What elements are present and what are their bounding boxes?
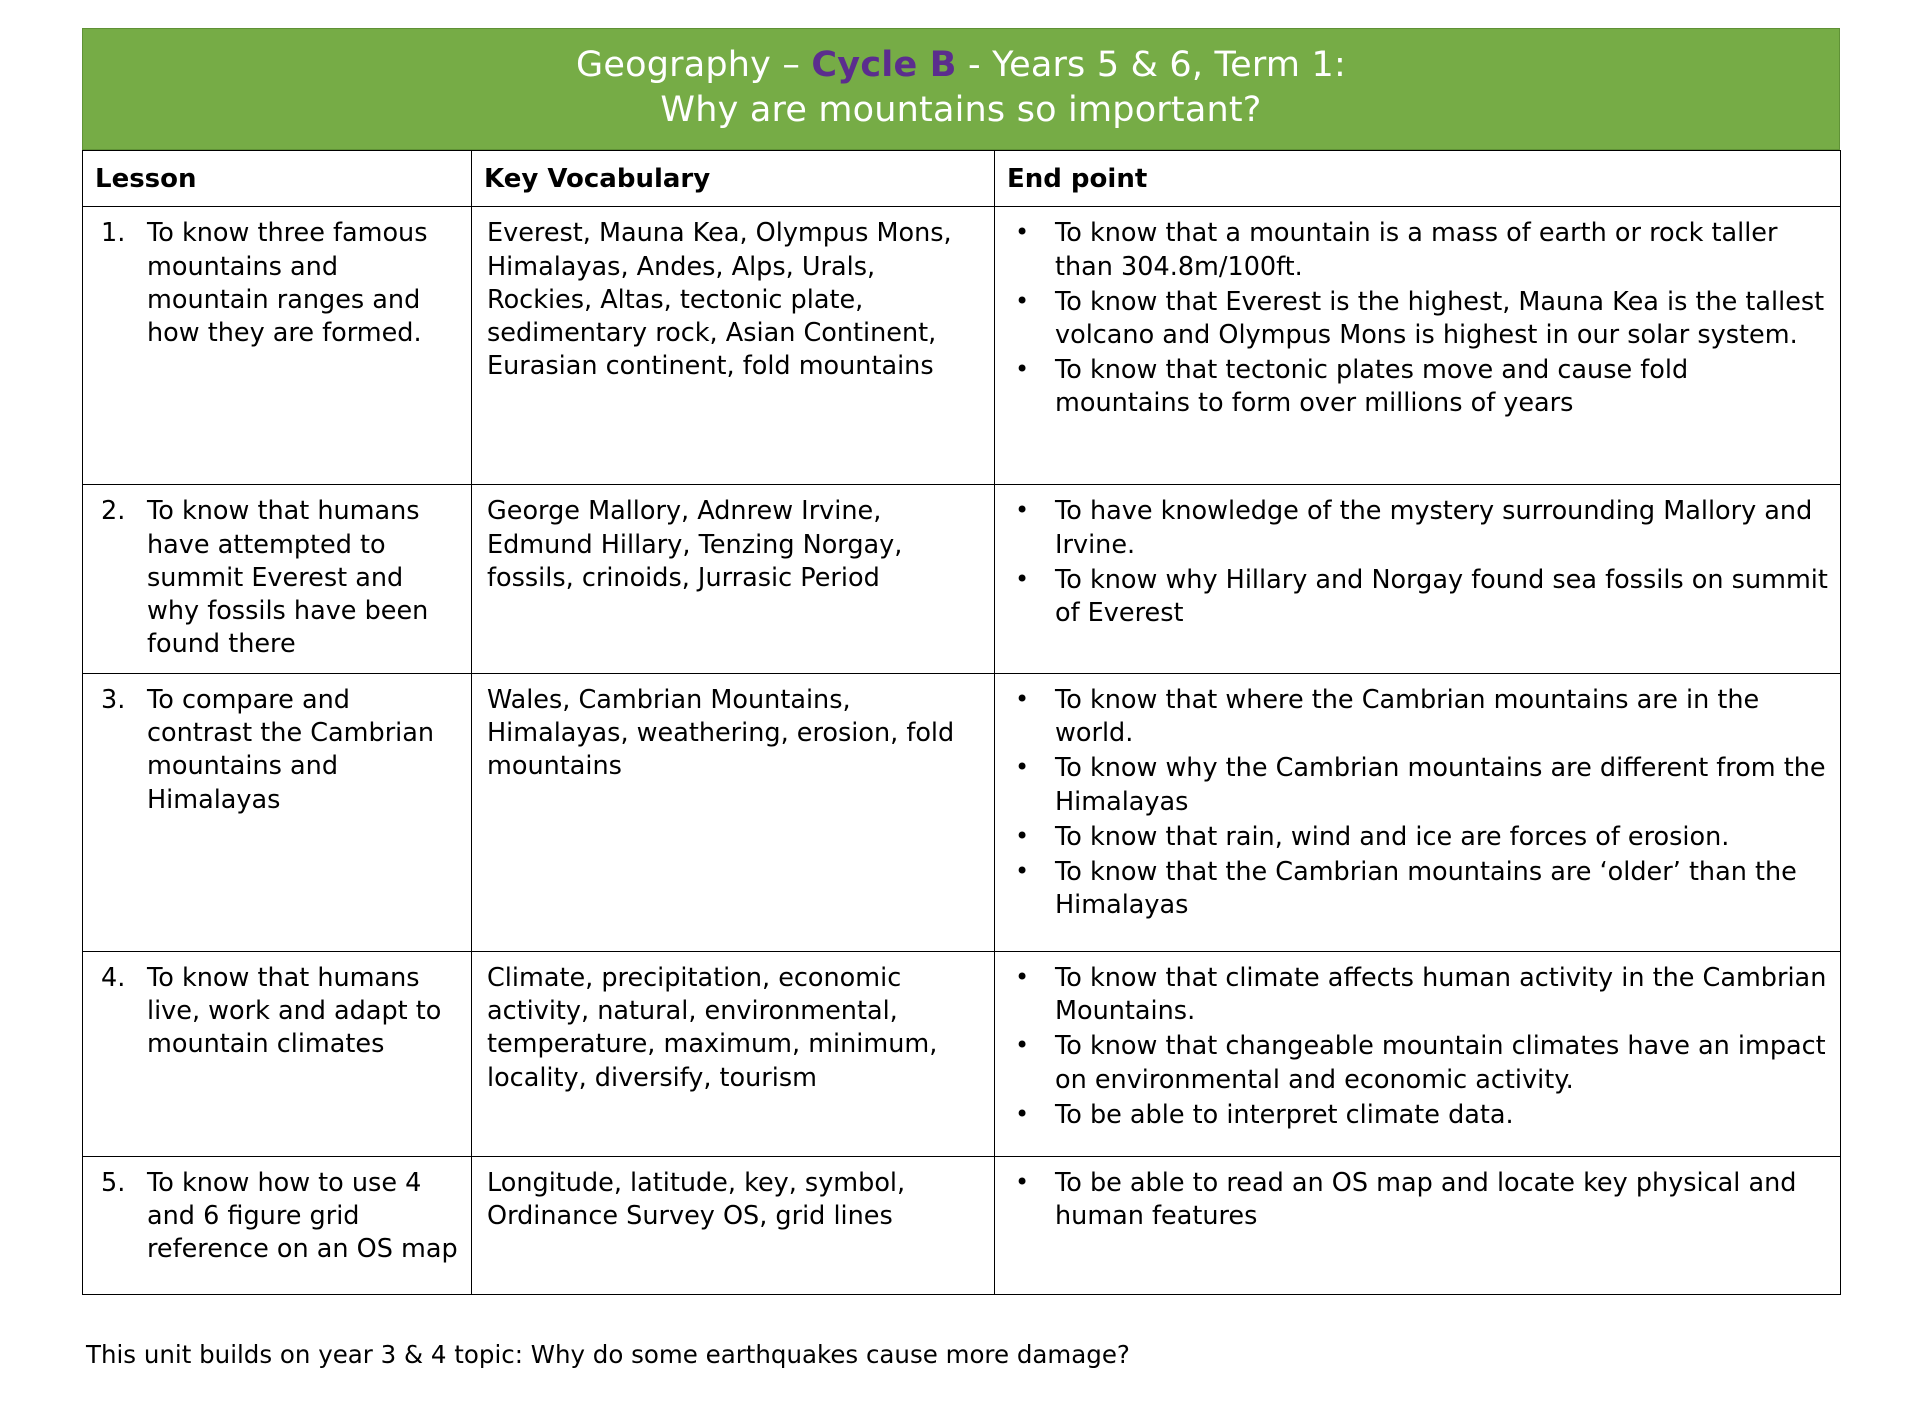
- table-row: [83, 952, 1841, 1157]
- table-header-row: [83, 150, 1841, 207]
- list-item: • To know why the Cambrian mountains are different from the Himalayas: [1007, 752, 1828, 818]
- lesson-cell: [83, 674, 472, 952]
- vocabulary-cell: [472, 674, 995, 952]
- lesson-cell: [83, 485, 472, 674]
- vocabulary-cell: [472, 485, 995, 674]
- lesson-cell: [83, 952, 472, 1157]
- table-row: [83, 1157, 1841, 1295]
- column-header-lesson: Lesson: [83, 150, 472, 207]
- list-item: • To know that a mountain is a mass of earth or rock taller than 304.8m/100ft.: [1007, 217, 1828, 283]
- vocabulary-text: Longitude, latitude, key, symbol, Ordinance Survey OS, grid lines: [487, 1168, 906, 1232]
- banner-cycle-label: Cycle B: [811, 45, 957, 85]
- list-item: • To be able to read an OS map and locate key physical and human features: [1007, 1167, 1828, 1233]
- lesson-objective: To know how to use 4 and 6 figure grid reference on an OS map: [147, 1168, 458, 1265]
- title-banner: [82, 28, 1840, 150]
- banner-line-1: [93, 43, 1829, 88]
- banner-line-2: Why are mountains so important?: [660, 89, 1262, 130]
- vocabulary-cell: [472, 952, 995, 1157]
- banner-year-term: - Years 5 & 6, Term 1:: [956, 45, 1346, 85]
- endpoint-list: [1007, 217, 1828, 420]
- lesson-number: 4.: [101, 963, 126, 994]
- endpoint-cell: [995, 207, 1841, 485]
- list-item: • To know that tectonic plates move and cause fold mountains to form over millions of years: [1007, 354, 1828, 420]
- table-row: [83, 207, 1841, 485]
- banner-subject: Geography –: [576, 45, 812, 85]
- lesson-objective: To compare and contrast the Cambrian mountains and Himalayas: [147, 685, 435, 815]
- lesson-number: 3.: [101, 685, 126, 716]
- column-header-vocabulary: Key Vocabulary: [472, 150, 995, 207]
- vocabulary-cell: [472, 1157, 995, 1295]
- column-header-endpoint: End point: [995, 150, 1841, 207]
- list-item: • To know that changeable mountain climates have an impact on environmental and economic activity.: [1007, 1030, 1828, 1096]
- endpoint-cell: [995, 1157, 1841, 1295]
- list-item: • To know why Hillary and Norgay found sea fossils on summit of Everest: [1007, 564, 1828, 630]
- endpoint-cell: [995, 485, 1841, 674]
- endpoint-list: [1007, 1167, 1828, 1233]
- endpoint-list: [1007, 962, 1828, 1132]
- lesson-objective: To know that humans have attempted to summit Everest and why fossils have been found there: [147, 496, 429, 659]
- endpoint-list: [1007, 495, 1828, 630]
- vocabulary-text: Everest, Mauna Kea, Olympus Mons, Himalayas, Andes, Alps, Urals, Rockies, Altas, tectonic plate, sedimentary rock, Asian Continent, Eurasian continent, fold mountains: [487, 218, 952, 381]
- lesson-objective: To know three famous mountains and mountain ranges and how they are formed.: [147, 218, 428, 348]
- curriculum-table: [82, 150, 1841, 1296]
- lesson-cell: [83, 1157, 472, 1295]
- list-item: • To be able to interpret climate data.: [1007, 1099, 1828, 1132]
- lesson-number: 1.: [101, 218, 126, 249]
- list-item: • To know that where the Cambrian mountains are in the world.: [1007, 684, 1828, 750]
- lesson-cell: [83, 207, 472, 485]
- table-row: [83, 674, 1841, 952]
- list-item: • To know that the Cambrian mountains are ‘older’ than the Himalayas: [1007, 856, 1828, 922]
- table-row: [83, 485, 1841, 674]
- vocabulary-text: Climate, precipitation, economic activity, natural, environmental, temperature, maximum, minimum, locality, diversify, tourism: [487, 963, 938, 1093]
- vocabulary-text: George Mallory, Adnrew Irvine, Edmund Hillary, Tenzing Norgay, fossils, crinoids, Jurrasic Period: [487, 496, 903, 593]
- lesson-number: 5.: [101, 1168, 126, 1199]
- list-item: • To have knowledge of the mystery surrounding Mallory and Irvine.: [1007, 495, 1828, 561]
- endpoint-cell: [995, 952, 1841, 1157]
- endpoint-cell: [995, 674, 1841, 952]
- list-item: • To know that climate affects human activity in the Cambrian Mountains.: [1007, 962, 1828, 1028]
- list-item: • To know that rain, wind and ice are forces of erosion.: [1007, 821, 1828, 854]
- footer-note: This unit builds on year 3 & 4 topic: Why do some earthquakes cause more damage?: [86, 1340, 1130, 1370]
- vocabulary-text: Wales, Cambrian Mountains, Himalayas, weathering, erosion, fold mountains: [487, 685, 955, 782]
- endpoint-list: [1007, 684, 1828, 922]
- vocabulary-cell: [472, 207, 995, 485]
- lesson-objective: To know that humans live, work and adapt to mountain climates: [147, 963, 442, 1060]
- list-item: • To know that Everest is the highest, Mauna Kea is the tallest volcano and Olympus Mons is highest in our solar system.: [1007, 286, 1828, 352]
- lesson-number: 2.: [101, 496, 126, 527]
